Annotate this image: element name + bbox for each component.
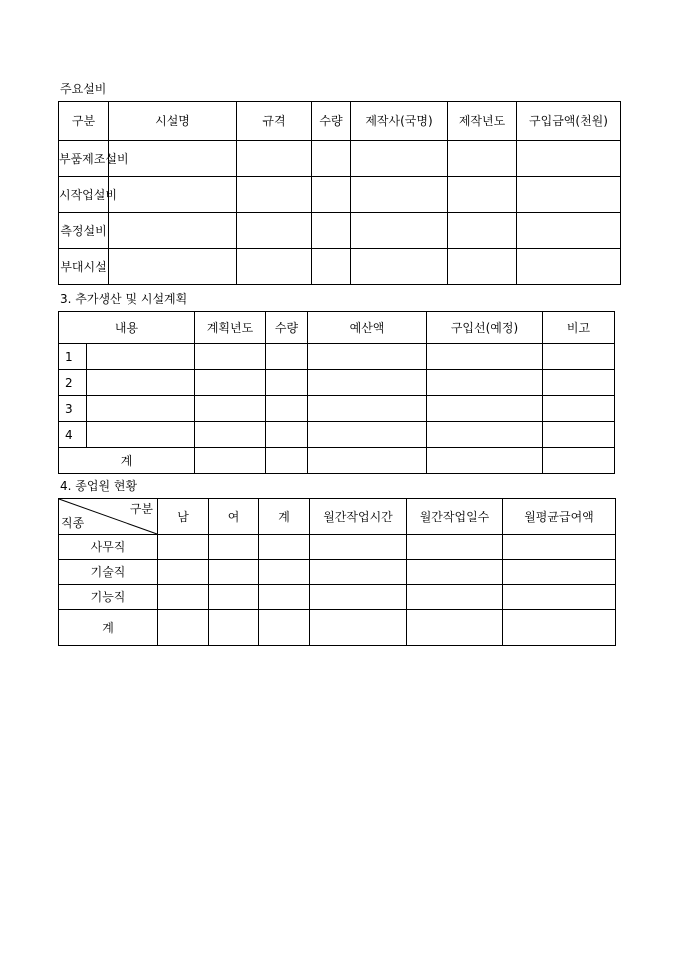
cell[interactable] <box>427 448 543 474</box>
cell[interactable] <box>543 396 615 422</box>
row-number: 1 <box>59 344 87 370</box>
row-number: 4 <box>59 422 87 448</box>
cell[interactable] <box>308 422 427 448</box>
table-row <box>59 344 615 370</box>
cell[interactable] <box>266 370 308 396</box>
cell[interactable] <box>448 213 517 249</box>
table-row <box>59 585 616 610</box>
cell[interactable] <box>517 213 621 249</box>
cell[interactable] <box>310 535 407 560</box>
cell[interactable] <box>543 422 615 448</box>
cell[interactable] <box>351 141 448 177</box>
cell[interactable] <box>259 610 310 646</box>
job-type-label: 사무직 <box>59 535 158 560</box>
cell[interactable] <box>109 177 237 213</box>
cell[interactable] <box>427 396 543 422</box>
table-header-row <box>59 312 615 344</box>
table-total-row <box>59 448 615 474</box>
header-cell: 계획년도 <box>195 312 266 344</box>
job-type-label: 기술직 <box>59 560 158 585</box>
cell[interactable] <box>87 370 195 396</box>
cell[interactable] <box>308 370 427 396</box>
cell[interactable] <box>517 141 621 177</box>
row-category-cell: 시작업설비 <box>59 177 109 213</box>
cell[interactable] <box>448 249 517 285</box>
cell[interactable] <box>195 344 266 370</box>
cell[interactable] <box>308 396 427 422</box>
table-row <box>59 141 621 177</box>
cell[interactable] <box>407 610 503 646</box>
header-cell: 시설명 <box>109 102 237 141</box>
cell[interactable] <box>503 560 616 585</box>
additional-plan-table <box>58 311 615 474</box>
cell[interactable] <box>158 560 209 585</box>
table-row <box>59 177 621 213</box>
header-cell: 규격 <box>237 102 312 141</box>
cell[interactable] <box>266 344 308 370</box>
cell[interactable] <box>448 177 517 213</box>
cell[interactable] <box>237 249 312 285</box>
diag-column-label: 구분 <box>129 502 153 516</box>
header-cell: 월평균급여액 <box>503 499 616 535</box>
cell[interactable] <box>308 448 427 474</box>
cell[interactable] <box>209 535 259 560</box>
header-cell: 계 <box>259 499 310 535</box>
cell[interactable] <box>195 396 266 422</box>
row-category-cell: 측정설비 <box>59 213 109 249</box>
cell[interactable] <box>312 213 351 249</box>
cell[interactable] <box>427 422 543 448</box>
table-row <box>59 249 621 285</box>
header-cell: 비고 <box>543 312 615 344</box>
cell[interactable] <box>237 213 312 249</box>
header-cell: 내용 <box>59 312 195 344</box>
cell[interactable] <box>310 560 407 585</box>
cell[interactable] <box>503 535 616 560</box>
section-title-main-equipment: 주요설비 <box>60 82 107 96</box>
header-cell: 남 <box>158 499 209 535</box>
cell[interactable] <box>517 177 621 213</box>
cell[interactable] <box>427 344 543 370</box>
cell[interactable] <box>195 448 266 474</box>
row-category-cell: 부품제조설비 <box>59 141 109 177</box>
cell[interactable] <box>407 560 503 585</box>
table-total-row <box>59 610 616 646</box>
cell[interactable] <box>87 396 195 422</box>
header-cell: 월간작업일수 <box>407 499 503 535</box>
table-row <box>59 560 616 585</box>
main-equipment-table <box>58 101 621 285</box>
cell[interactable] <box>543 448 615 474</box>
cell[interactable] <box>158 535 209 560</box>
cell[interactable] <box>543 344 615 370</box>
cell[interactable] <box>503 585 616 610</box>
total-label: 계 <box>59 610 158 646</box>
cell[interactable] <box>407 535 503 560</box>
diag-row-label: 직종 <box>61 516 85 530</box>
cell[interactable] <box>195 422 266 448</box>
cell[interactable] <box>266 422 308 448</box>
cell[interactable] <box>195 370 266 396</box>
cell[interactable] <box>308 344 427 370</box>
table-row <box>59 396 615 422</box>
cell[interactable] <box>351 177 448 213</box>
cell[interactable] <box>427 370 543 396</box>
cell[interactable] <box>237 177 312 213</box>
cell[interactable] <box>310 585 407 610</box>
cell[interactable] <box>503 610 616 646</box>
cell[interactable] <box>87 344 195 370</box>
section-title-employee-status: 4. 종업원 현황 <box>60 479 138 493</box>
cell[interactable] <box>312 177 351 213</box>
cell[interactable] <box>158 585 209 610</box>
table-row <box>59 535 616 560</box>
cell[interactable] <box>448 141 517 177</box>
header-cell: 월간작업시간 <box>310 499 407 535</box>
cell[interactable] <box>158 610 209 646</box>
table-header-row <box>59 499 616 535</box>
job-type-label: 기능직 <box>59 585 158 610</box>
cell[interactable] <box>266 396 308 422</box>
header-cell: 수량 <box>266 312 308 344</box>
cell[interactable] <box>109 249 237 285</box>
table-row <box>59 370 615 396</box>
cell[interactable] <box>237 141 312 177</box>
cell[interactable] <box>543 370 615 396</box>
cell[interactable] <box>87 422 195 448</box>
total-label: 계 <box>59 448 195 474</box>
cell[interactable] <box>351 213 448 249</box>
header-cell: 수량 <box>312 102 351 141</box>
cell[interactable] <box>310 610 407 646</box>
header-cell: 제작사(국명) <box>351 102 448 141</box>
table-header-row <box>59 102 621 141</box>
cell[interactable] <box>266 448 308 474</box>
cell[interactable] <box>312 141 351 177</box>
cell[interactable] <box>351 249 448 285</box>
row-category-cell: 부대시설 <box>59 249 109 285</box>
row-number: 3 <box>59 396 87 422</box>
cell[interactable] <box>259 585 310 610</box>
cell[interactable] <box>517 249 621 285</box>
cell[interactable] <box>407 585 503 610</box>
cell[interactable] <box>209 560 259 585</box>
header-cell: 제작년도 <box>448 102 517 141</box>
header-cell: 구입금액(천원) <box>517 102 621 141</box>
diagonal-header-cell <box>59 499 158 535</box>
cell[interactable] <box>259 535 310 560</box>
header-cell: 여 <box>209 499 259 535</box>
cell[interactable] <box>259 560 310 585</box>
header-cell: 구분 <box>59 102 109 141</box>
row-number: 2 <box>59 370 87 396</box>
cell[interactable] <box>209 585 259 610</box>
header-cell: 예산액 <box>308 312 427 344</box>
employee-status-table <box>58 498 616 646</box>
header-cell: 구입선(예정) <box>427 312 543 344</box>
section-title-additional-plan: 3. 추가생산 및 시설계획 <box>60 292 188 306</box>
cell[interactable] <box>312 249 351 285</box>
cell[interactable] <box>209 610 259 646</box>
table-row <box>59 422 615 448</box>
table-row <box>59 213 621 249</box>
cell[interactable] <box>109 213 237 249</box>
